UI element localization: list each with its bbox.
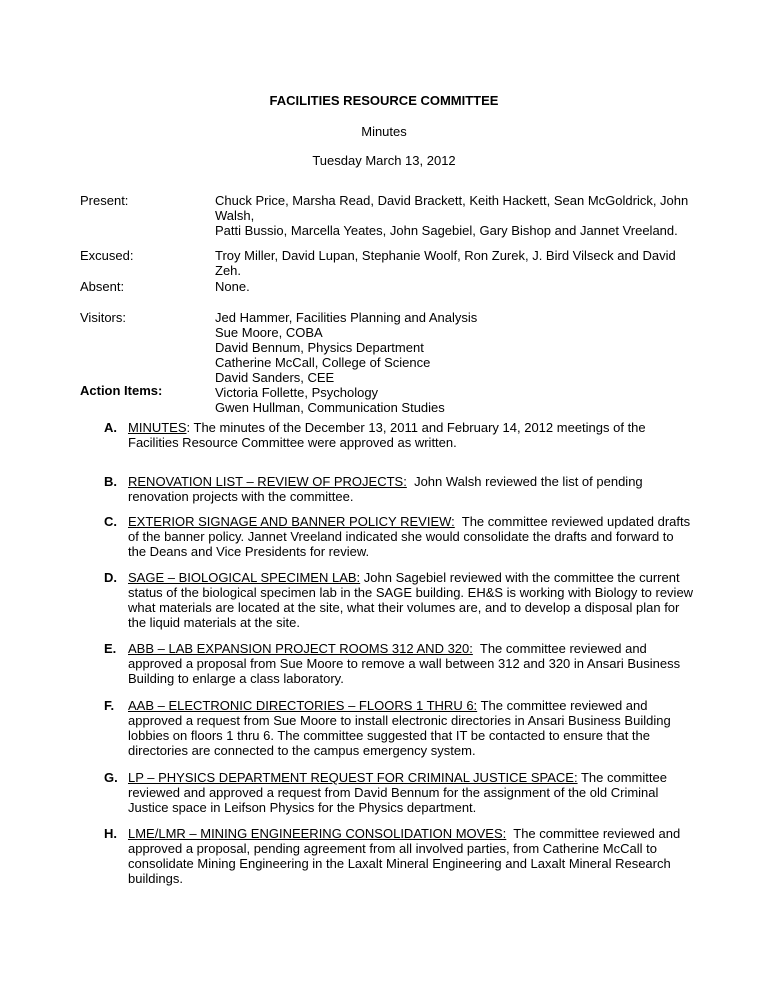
action-items-heading: Action Items: — [80, 383, 163, 398]
item-body: The committee reviewed updated drafts of the banner policy. Jannet Vreeland indicated she would consolidate the drafts and forward to the Deans and Vice Presidents for review. — [128, 514, 691, 559]
present-row — [80, 193, 692, 238]
item-letter: C. — [104, 514, 117, 529]
item-letter: B. — [104, 474, 117, 489]
item-letter: G. — [104, 770, 118, 785]
item-heading: ABB – LAB EXPANSION PROJECT ROOMS 312 AND 320: — [128, 641, 473, 656]
item-body: The committee reviewed and approved a request from David Bennum for the assignment of the old Criminal Justice space in Leifson Physics for the Physics department. — [128, 770, 667, 815]
absent-list: None. — [215, 279, 250, 294]
item-body: The committee reviewed and approved a proposal, pending agreement from all involved parties, from Catherine McCall to consolidate Mining Engineering in the Laxalt Mineral Engineering and Laxalt Mineral Research buildings. — [128, 826, 681, 886]
item-heading: LP – PHYSICS DEPARTMENT REQUEST FOR CRIMINAL JUSTICE SPACE: — [128, 770, 578, 785]
absent-label: Absent: — [80, 279, 125, 294]
item-letter: A. — [104, 420, 117, 435]
item-heading: RENOVATION LIST – REVIEW OF PROJECTS: — [128, 474, 407, 489]
action-item-b — [104, 474, 694, 504]
item-body: John Sagebiel reviewed with the committee the current status of the biological specimen lab in the SAGE building. EH&S is working with Biology to review what materials are located at the site, what their volumes are, and to develop a disposal plan for the liquid materials at the site. — [128, 570, 694, 630]
visitor-line: Catherine McCall, College of Science — [215, 355, 431, 370]
item-letter: H. — [104, 826, 117, 841]
item-heading: AAB – ELECTRONIC DIRECTORIES – FLOORS 1 THRU 6: — [128, 698, 478, 713]
excused-list: Troy Miller, David Lupan, Stephanie Woolf, Ron Zurek, J. Bird Vilseck and David Zeh. — [215, 248, 676, 278]
action-item-e — [104, 641, 694, 686]
item-body: John Walsh reviewed the list of pending renovation projects with the committee. — [128, 474, 643, 504]
item-heading: LME/LMR – MINING ENGINEERING CONSOLIDATION MOVES: — [128, 826, 507, 841]
document-title: FACILITIES RESOURCE COMMITTEE — [269, 93, 499, 108]
visitor-line: David Bennum, Physics Department — [215, 340, 424, 355]
visitor-line: Victoria Follette, Psychology — [215, 385, 379, 400]
item-body: The committee reviewed and approved a request from Sue Moore to install electronic directories in Ansari Business Building lobbies on floors 1 thru 6. The committee suggested that IT be contacted to ensure that the directories are connected to the campus emergency system. — [128, 698, 671, 758]
action-item-c — [104, 514, 694, 559]
meeting-date: Tuesday March 13, 2012 — [312, 153, 456, 168]
item-heading: MINUTES — [128, 420, 187, 435]
item-letter: E. — [104, 641, 117, 656]
visitor-line: Sue Moore, COBA — [215, 325, 323, 340]
action-item-f — [104, 698, 694, 758]
visitor-line: Jed Hammer, Facilities Planning and Analysis — [215, 310, 478, 325]
present-line: Patti Bussio, Marcella Yeates, John Sagebiel, Gary Bishop and Jannet Vreeland. — [215, 223, 678, 238]
visitors-list — [215, 310, 695, 415]
visitors-label: Visitors: — [80, 310, 126, 325]
action-item-d — [104, 570, 694, 630]
present-label: Present: — [80, 193, 129, 208]
item-heading: EXTERIOR SIGNAGE AND BANNER POLICY REVIEW: — [128, 514, 455, 529]
action-item-h — [104, 826, 694, 886]
action-item-g — [104, 770, 694, 815]
present-line: Chuck Price, Marsha Read, David Brackett, Keith Hackett, Sean McGoldrick, John Walsh, — [215, 193, 689, 223]
document-subtitle: Minutes — [361, 124, 407, 139]
item-body: The committee reviewed and approved a proposal from Sue Moore to remove a wall between 312 and 320 in Ansari Business Building to enlarge a class laboratory. — [128, 641, 681, 686]
item-letter: F. — [104, 698, 115, 713]
item-body: The minutes of the December 13, 2011 and February 14, 2012 meetings of the Facilities Resource Committee were approved as written. — [128, 420, 646, 450]
item-heading: SAGE – BIOLOGICAL SPECIMEN LAB: — [128, 570, 361, 585]
item-letter: D. — [104, 570, 117, 585]
visitor-line: David Sanders, CEE — [215, 370, 335, 385]
excused-label: Excused: — [80, 248, 134, 263]
action-item-a: A. MINUTES: The minutes of the December 13, 2011 and February 14, 2012 meetings of the Facilities Resource Committee were approved as written. — [104, 420, 646, 450]
visitor-line: Gwen Hullman, Communication Studies — [215, 400, 445, 415]
present-list — [215, 193, 695, 238]
